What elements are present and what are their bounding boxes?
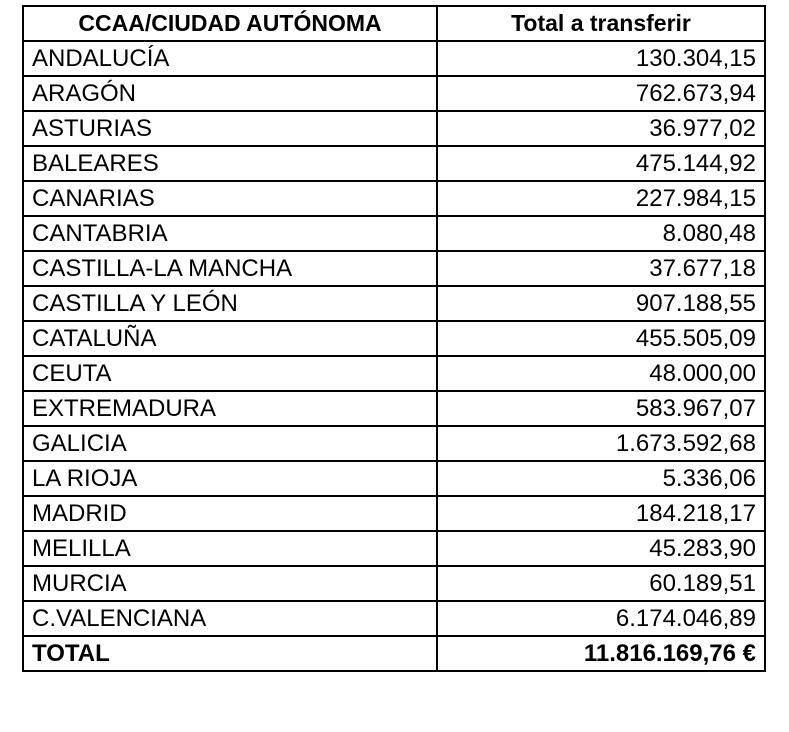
- header-row: [23, 6, 765, 41]
- transfer-amount: 6.174.046,89: [437, 601, 765, 636]
- region-name: MURCIA: [23, 566, 437, 601]
- region-name: CANARIAS: [23, 181, 437, 216]
- table-row: [23, 251, 765, 286]
- transfer-amount: 184.218,17: [437, 496, 765, 531]
- table-row: [23, 146, 765, 181]
- table-row: [23, 181, 765, 216]
- column-header-total: Total a transferir: [437, 6, 765, 41]
- transfer-amount: 8.080,48: [437, 216, 765, 251]
- region-name: CANTABRIA: [23, 216, 437, 251]
- region-name: ANDALUCÍA: [23, 41, 437, 76]
- table-row: [23, 76, 765, 111]
- transfer-amount: 37.677,18: [437, 251, 765, 286]
- table-row: [23, 531, 765, 566]
- transfer-amount: 36.977,02: [437, 111, 765, 146]
- region-name: ARAGÓN: [23, 76, 437, 111]
- transfer-amount: 60.189,51: [437, 566, 765, 601]
- column-header-ccaa: CCAA/CIUDAD AUTÓNOMA: [23, 6, 437, 41]
- table-row: [23, 111, 765, 146]
- total-label: TOTAL: [23, 636, 437, 671]
- region-name: LA RIOJA: [23, 461, 437, 496]
- table-row: [23, 601, 765, 636]
- transfer-table: [22, 5, 766, 672]
- table-row: [23, 216, 765, 251]
- region-name: ASTURIAS: [23, 111, 437, 146]
- table-row: [23, 426, 765, 461]
- total-row: [23, 636, 765, 671]
- table-row: [23, 286, 765, 321]
- transfer-amount: 130.304,15: [437, 41, 765, 76]
- table-row: [23, 321, 765, 356]
- transfer-amount: 583.967,07: [437, 391, 765, 426]
- table-row: [23, 566, 765, 601]
- transfer-amount: 5.336,06: [437, 461, 765, 496]
- table-row: [23, 391, 765, 426]
- table-row: [23, 496, 765, 531]
- transfer-amount: 907.188,55: [437, 286, 765, 321]
- region-name: MADRID: [23, 496, 437, 531]
- transfer-amount: 1.673.592,68: [437, 426, 765, 461]
- region-name: C.VALENCIANA: [23, 601, 437, 636]
- transfer-amount: 475.144,92: [437, 146, 765, 181]
- region-name: CATALUÑA: [23, 321, 437, 356]
- region-name: BALEARES: [23, 146, 437, 181]
- transfer-amount: 45.283,90: [437, 531, 765, 566]
- total-amount: 11.816.169,76 €: [437, 636, 765, 671]
- table-row: [23, 461, 765, 496]
- region-name: CASTILLA-LA MANCHA: [23, 251, 437, 286]
- region-name: MELILLA: [23, 531, 437, 566]
- table-body: [23, 41, 765, 671]
- table-row: [23, 41, 765, 76]
- region-name: CEUTA: [23, 356, 437, 391]
- transfer-amount: 762.673,94: [437, 76, 765, 111]
- transfer-amount: 48.000,00: [437, 356, 765, 391]
- region-name: GALICIA: [23, 426, 437, 461]
- region-name: CASTILLA Y LEÓN: [23, 286, 437, 321]
- region-name: EXTREMADURA: [23, 391, 437, 426]
- transfer-amount: 455.505,09: [437, 321, 765, 356]
- transfer-amount: 227.984,15: [437, 181, 765, 216]
- table-row: [23, 356, 765, 391]
